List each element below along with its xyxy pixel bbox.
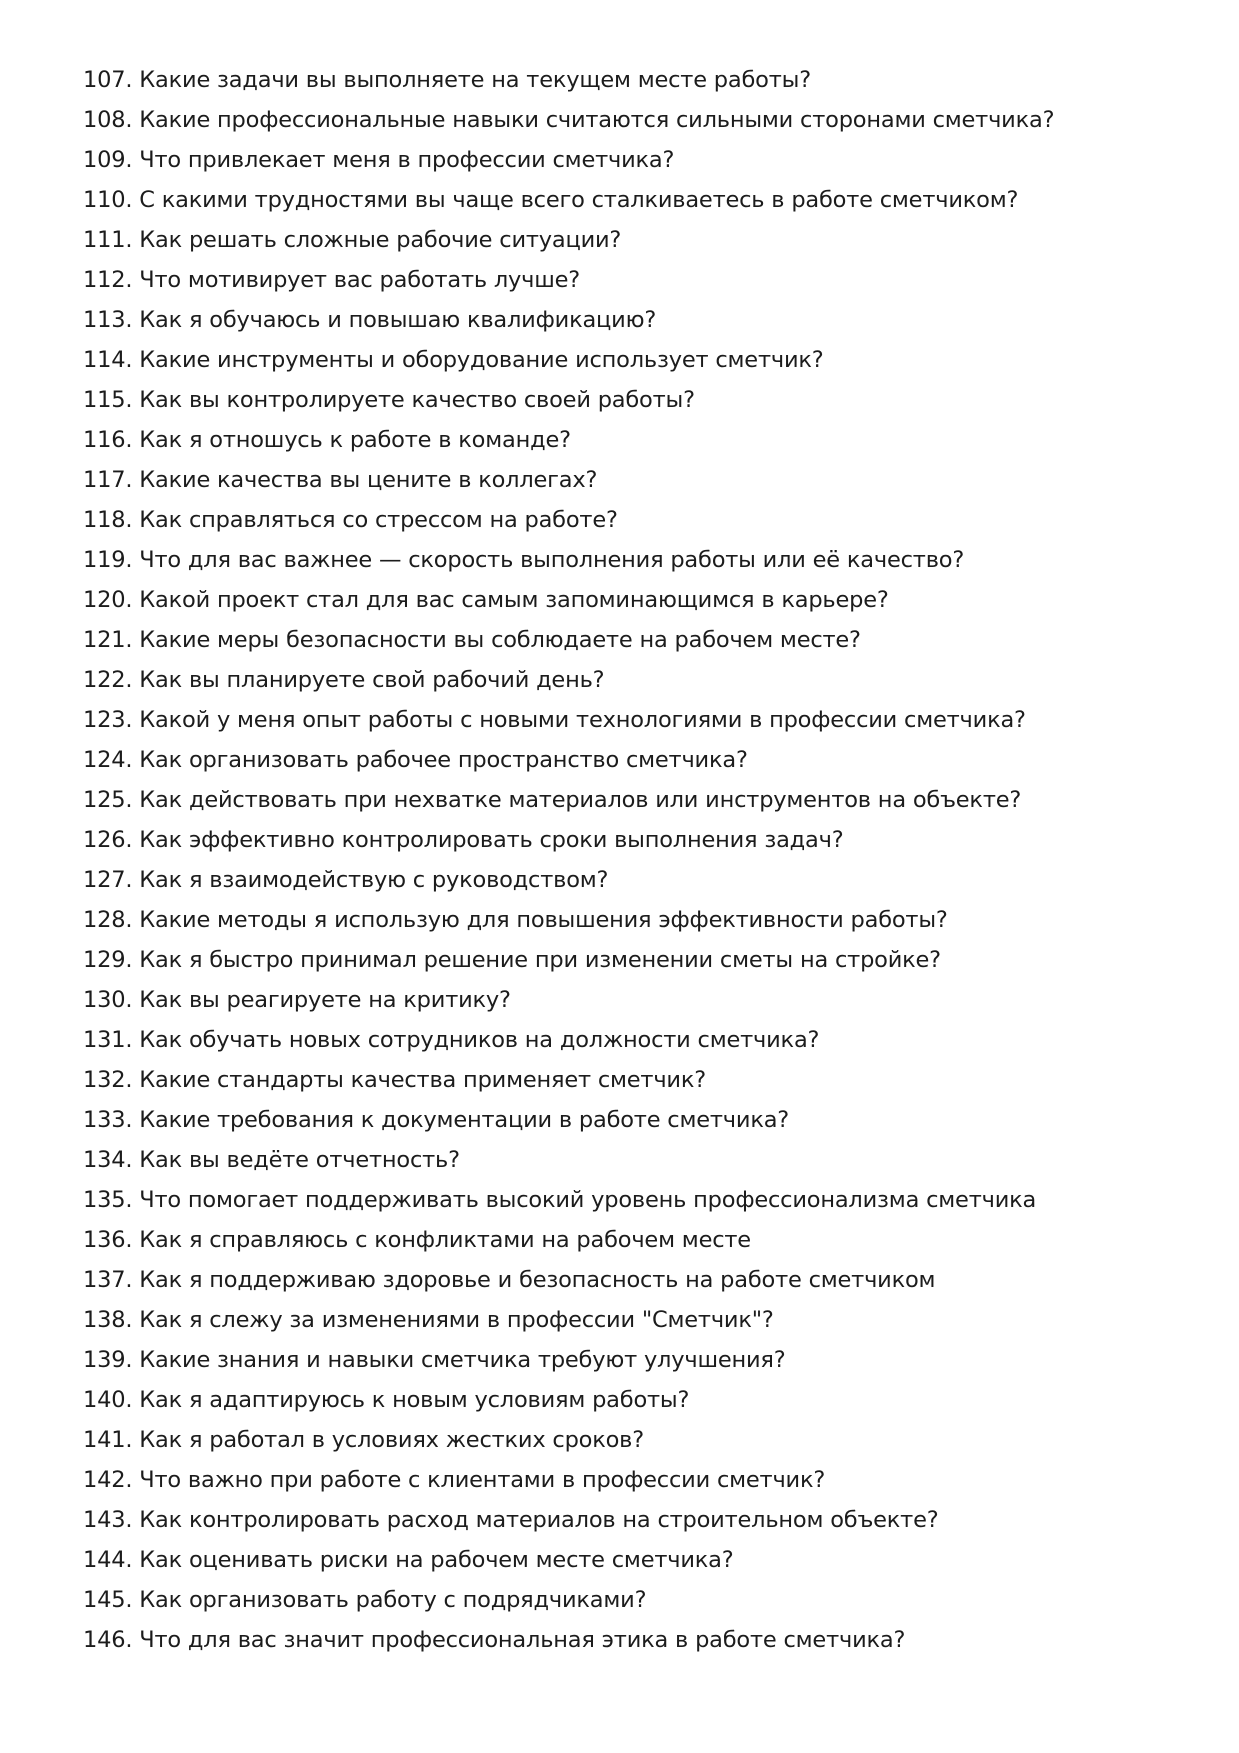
question-item — [83, 700, 1193, 740]
question-number: 131. — [83, 1027, 133, 1053]
question-number: 118. — [83, 507, 133, 533]
question-text: Как я взаимодействую с руководством? — [139, 867, 609, 893]
question-number: 139. — [83, 1347, 133, 1373]
question-item — [83, 1020, 1193, 1060]
question-number: 121. — [83, 627, 133, 653]
question-text: Какие профессиональные навыки считаются сильными сторонами сметчика? — [139, 107, 1055, 133]
question-number: 143. — [83, 1507, 133, 1533]
question-text: Как обучать новых сотрудников на должности сметчика? — [139, 1027, 820, 1053]
question-text: Какие методы я использую для повышения эффективности работы? — [139, 907, 948, 933]
question-number: 129. — [83, 947, 133, 973]
question-text: Какие качества вы цените в коллегах? — [139, 467, 598, 493]
question-number: 128. — [83, 907, 133, 933]
question-list — [83, 60, 1193, 1660]
question-text: Какие стандарты качества применяет сметчик? — [139, 1067, 706, 1093]
question-text: Какие задачи вы выполняете на текущем месте работы? — [139, 67, 811, 93]
question-text: Какие знания и навыки сметчика требуют улучшения? — [139, 1347, 786, 1373]
question-number: 137. — [83, 1267, 133, 1293]
question-number: 122. — [83, 667, 133, 693]
question-text: Какие инструменты и оборудование использует сметчик? — [139, 347, 824, 373]
question-text: Как я поддерживаю здоровье и безопасность на работе сметчиком — [139, 1267, 936, 1293]
question-item — [83, 860, 1193, 900]
question-number: 115. — [83, 387, 133, 413]
question-text: Какой проект стал для вас самым запоминающимся в карьере? — [139, 587, 889, 613]
question-text: Как я отношусь к работе в команде? — [139, 427, 571, 453]
question-text: Как я обучаюсь и повышаю квалификацию? — [139, 307, 657, 333]
question-text: Что для вас значит профессиональная этика в работе сметчика? — [139, 1627, 906, 1653]
question-item — [83, 980, 1193, 1020]
question-text: Что для вас важнее — скорость выполнения работы или её качество? — [139, 547, 965, 573]
question-text: Как вы ведёте отчетность? — [139, 1147, 460, 1173]
question-item — [83, 180, 1193, 220]
question-number: 140. — [83, 1387, 133, 1413]
question-text: Как оценивать риски на рабочем месте сметчика? — [139, 1547, 734, 1573]
question-item — [83, 1300, 1193, 1340]
question-item — [83, 60, 1193, 100]
question-number: 116. — [83, 427, 133, 453]
question-item — [83, 740, 1193, 780]
question-text: Что привлекает меня в профессии сметчика? — [139, 147, 675, 173]
question-item — [83, 140, 1193, 180]
question-number: 144. — [83, 1547, 133, 1573]
question-item — [83, 300, 1193, 340]
question-text: Что мотивирует вас работать лучше? — [139, 267, 581, 293]
question-item — [83, 940, 1193, 980]
question-text: Как вы планируете свой рабочий день? — [139, 667, 605, 693]
question-item — [83, 1460, 1193, 1500]
question-text: Какие меры безопасности вы соблюдаете на рабочем месте? — [139, 627, 861, 653]
question-item — [83, 500, 1193, 540]
question-text: Как я работал в условиях жестких сроков? — [139, 1427, 644, 1453]
question-number: 136. — [83, 1227, 133, 1253]
question-number: 114. — [83, 347, 133, 373]
question-number: 138. — [83, 1307, 133, 1333]
question-number: 124. — [83, 747, 133, 773]
question-number: 111. — [83, 227, 133, 253]
question-item — [83, 1380, 1193, 1420]
question-item — [83, 1340, 1193, 1380]
question-item — [83, 1540, 1193, 1580]
question-text: Как организовать рабочее пространство сметчика? — [139, 747, 748, 773]
question-item — [83, 460, 1193, 500]
question-text: Как контролировать расход материалов на строительном объекте? — [139, 1507, 939, 1533]
question-item — [83, 1060, 1193, 1100]
question-number: 133. — [83, 1107, 133, 1133]
question-text: Как я адаптируюсь к новым условиям работы? — [139, 1387, 690, 1413]
question-text: Какой у меня опыт работы с новыми технологиями в профессии сметчика? — [139, 707, 1026, 733]
question-item — [83, 1260, 1193, 1300]
question-item — [83, 1220, 1193, 1260]
question-number: 134. — [83, 1147, 133, 1173]
question-number: 113. — [83, 307, 133, 333]
question-text: Какие требования к документации в работе сметчика? — [139, 1107, 790, 1133]
question-item — [83, 420, 1193, 460]
question-item — [83, 380, 1193, 420]
question-item — [83, 260, 1193, 300]
question-text: Как я справляюсь с конфликтами на рабочем месте — [139, 1227, 751, 1253]
question-text: Что важно при работе с клиентами в профессии сметчик? — [139, 1467, 826, 1493]
question-item — [83, 1420, 1193, 1460]
question-text: С какими трудностями вы чаще всего сталкиваетесь в работе сметчиком? — [139, 187, 1019, 213]
question-item — [83, 820, 1193, 860]
question-number: 126. — [83, 827, 133, 853]
question-number: 107. — [83, 67, 133, 93]
question-item — [83, 340, 1193, 380]
question-text: Как решать сложные рабочие ситуации? — [139, 227, 622, 253]
question-item — [83, 1180, 1193, 1220]
question-item — [83, 1500, 1193, 1540]
question-text: Что помогает поддерживать высокий уровень профессионализма сметчика — [139, 1187, 1037, 1213]
question-number: 125. — [83, 787, 133, 813]
question-number: 123. — [83, 707, 133, 733]
question-item — [83, 1620, 1193, 1660]
question-number: 117. — [83, 467, 133, 493]
question-text: Как я слежу за изменениями в профессии "Сметчик"? — [139, 1307, 774, 1333]
question-item — [83, 620, 1193, 660]
question-text: Как эффективно контролировать сроки выполнения задач? — [139, 827, 844, 853]
question-number: 108. — [83, 107, 133, 133]
question-number: 132. — [83, 1067, 133, 1093]
question-number: 135. — [83, 1187, 133, 1213]
question-item — [83, 100, 1193, 140]
question-number: 120. — [83, 587, 133, 613]
question-number: 146. — [83, 1627, 133, 1653]
question-number: 130. — [83, 987, 133, 1013]
question-item — [83, 1580, 1193, 1620]
question-number: 110. — [83, 187, 133, 213]
question-item — [83, 220, 1193, 260]
question-number: 109. — [83, 147, 133, 173]
question-number: 145. — [83, 1587, 133, 1613]
question-item — [83, 580, 1193, 620]
question-item — [83, 540, 1193, 580]
question-item — [83, 900, 1193, 940]
question-text: Как справляться со стрессом на работе? — [139, 507, 618, 533]
question-text: Как действовать при нехватке материалов или инструментов на объекте? — [139, 787, 1022, 813]
question-number: 142. — [83, 1467, 133, 1493]
question-number: 127. — [83, 867, 133, 893]
question-item — [83, 780, 1193, 820]
question-item — [83, 660, 1193, 700]
question-item — [83, 1100, 1193, 1140]
question-text: Как вы реагируете на критику? — [139, 987, 511, 1013]
question-text: Как организовать работу с подрядчиками? — [139, 1587, 647, 1613]
question-number: 112. — [83, 267, 133, 293]
question-text: Как я быстро принимал решение при изменении сметы на стройке? — [139, 947, 941, 973]
question-number: 119. — [83, 547, 133, 573]
question-text: Как вы контролируете качество своей работы? — [139, 387, 695, 413]
question-item — [83, 1140, 1193, 1180]
question-number: 141. — [83, 1427, 133, 1453]
